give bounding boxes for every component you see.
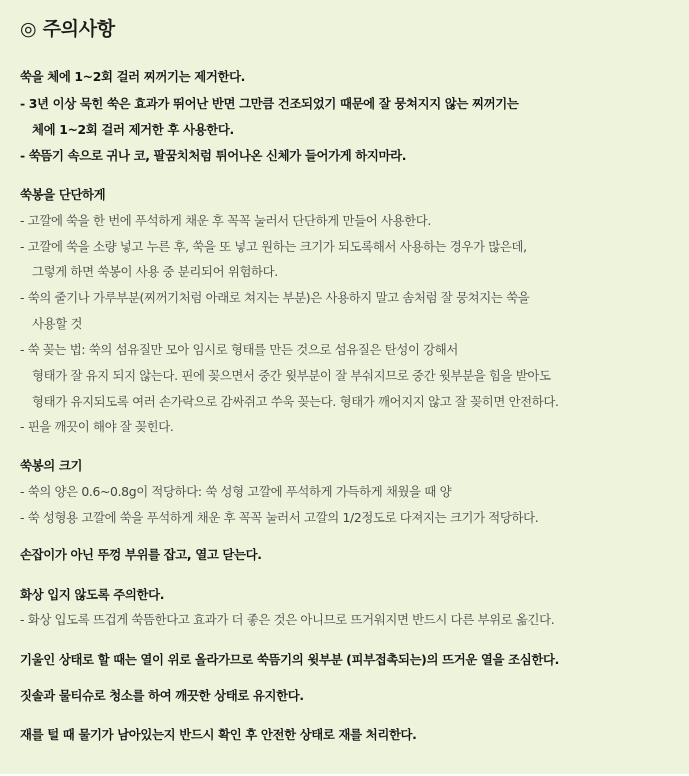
- caution-item: - 고깔에 쑥을 소량 넣고 누른 후, 쑥을 또 넣고 원하는 크기가 되도록해서 사용하는 경우가 많은데,: [20, 239, 527, 254]
- section-heading-sieve: 쑥을 체에 1~2회 걸러 찌꺼기는 제거한다.: [20, 69, 246, 84]
- section-heading-firm-stick: 쑥봉을 단단하게: [20, 187, 106, 202]
- caution-item: - 쑥의 줄기나 가루부분(찌꺼기처럼 아래로 쳐지는 부분)은 사용하지 말고 솜처럼 잘 뭉쳐지는 쑥을: [20, 290, 530, 305]
- caution-item: - 핀을 깨끗이 해야 잘 꽂힌다.: [20, 419, 174, 434]
- page-title: ◎ 주의사항: [20, 18, 115, 40]
- caution-item-continued: 그렇게 하면 쑥봉이 사용 중 분리되어 위험하다.: [32, 264, 278, 279]
- caution-item: - 고깔에 쑥을 한 번에 푸석하게 채운 후 꼭꼭 눌러서 단단하게 만들어 사용한다.: [20, 213, 431, 228]
- caution-item-continued: 형태가 잘 유지 되지 않는다. 핀에 꽂으면서 중간 윗부분이 잘 부숴지므로 중간 윗부분을 힘을 받아도: [32, 368, 551, 383]
- caution-item-continued: 체에 1~2회 걸러 제거한 후 사용한다.: [32, 122, 234, 137]
- section-heading-tilt: 기울인 상태로 할 때는 열이 위로 올라가므로 쑥뜸기의 윗부분 (피부접촉되는)의 뜨거운 열을 조심한다.: [20, 652, 559, 667]
- caution-item: - 쑥의 양은 0.6~0.8g이 적당하다: 쑥 성형 고깔에 푸석하게 가득하게 채웠을 때 양: [20, 484, 452, 499]
- caution-item: - 3년 이상 묵힌 쑥은 효과가 뛰어난 반면 그만큼 건조되었기 때문에 잘 뭉쳐지지 않는 찌꺼기는: [20, 96, 519, 111]
- section-heading-burn: 화상 입지 않도록 주의한다.: [20, 587, 165, 602]
- section-heading-lid: 손잡이가 아닌 뚜껑 부위를 잡고, 열고 닫는다.: [20, 547, 262, 562]
- caution-item: - 화상 입도록 뜨겁게 쑥뜸한다고 효과가 더 좋은 것은 아니므로 뜨거워지면 반드시 다른 부위로 옮긴다.: [20, 612, 555, 627]
- caution-item: - 쑥 성형용 고깔에 쑥을 푸석하게 채운 후 꼭꼭 눌러서 고깔의 1/2정도로 다져지는 크기가 적당하다.: [20, 510, 539, 525]
- caution-item-continued: 형태가 유지되도록 여러 손가락으로 감싸쥐고 쑤욱 꽂는다. 형태가 깨어지지 않고 잘 꽂히면 안전하다.: [32, 394, 559, 409]
- section-heading-stick-size: 쑥봉의 크기: [20, 458, 83, 473]
- section-heading-ash: 재를 털 때 물기가 남아있는지 반드시 확인 후 안전한 상태로 재를 처리한다.: [20, 727, 417, 742]
- caution-item: - 쑥 꽂는 법: 쑥의 섬유질만 모아 임시로 형태를 만든 것으로 섬유질은 탄성이 강해서: [20, 342, 459, 357]
- caution-item-continued: 사용할 것: [32, 316, 83, 331]
- caution-item: - 쑥뜸기 속으로 귀나 코, 팔꿈치처럼 튀어나온 신체가 들어가게 하지마라.: [20, 148, 407, 163]
- section-heading-cleaning: 짓솔과 물티슈로 청소를 하여 깨끗한 상태로 유지한다.: [20, 688, 304, 703]
